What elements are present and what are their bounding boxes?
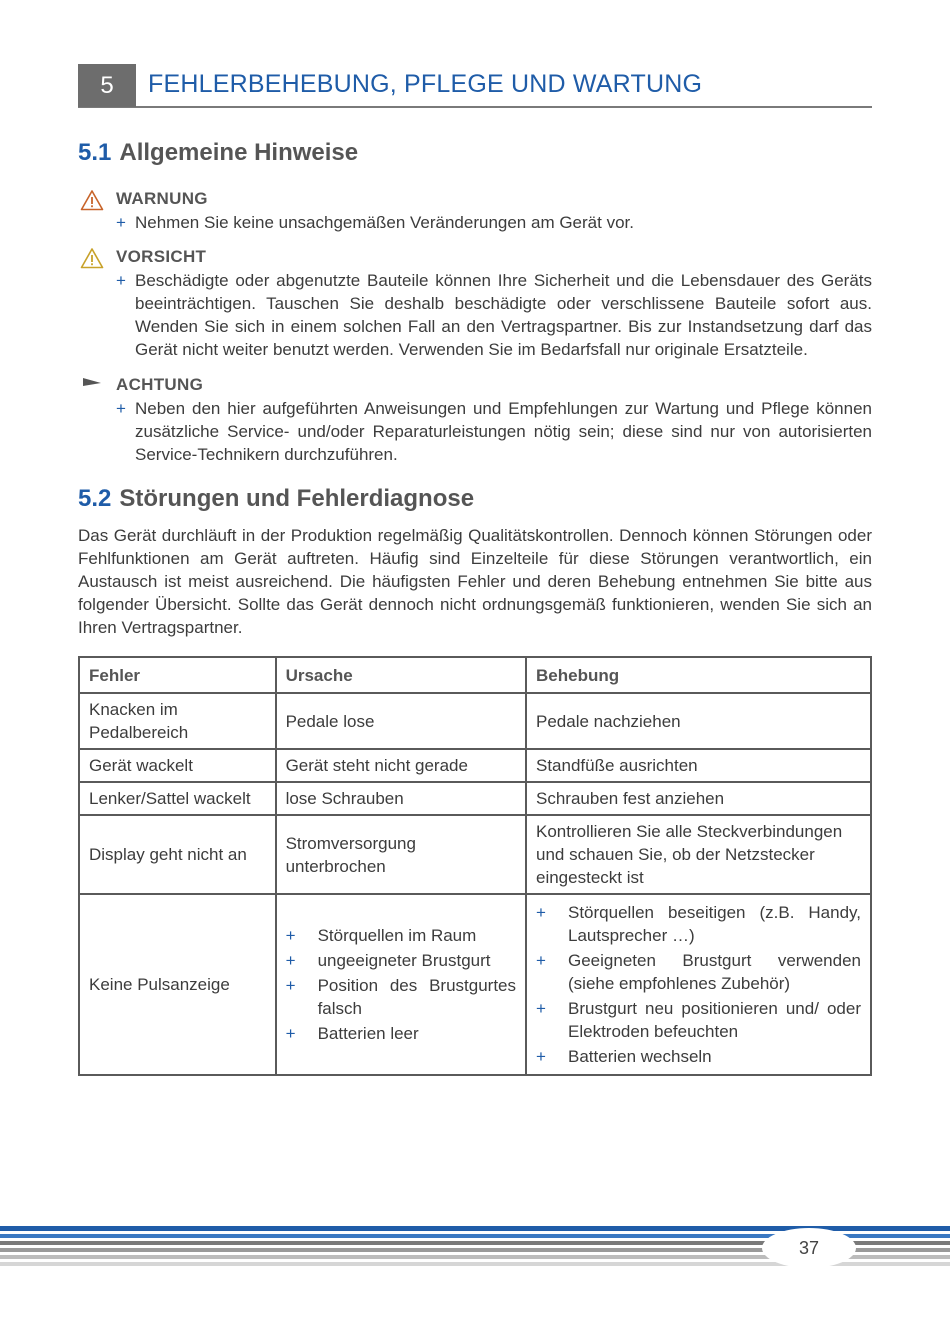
plus-bullet-icon: + — [536, 951, 546, 970]
plus-bullet-icon: + — [536, 903, 546, 922]
cell-behebung: Kontrollieren Sie alle Steckverbindungen und schauen Sie, ob der Netzstecker eingesteckt ist — [526, 815, 871, 894]
table-row — [79, 693, 871, 749]
list-item — [116, 397, 872, 466]
plus-bullet-icon: + — [116, 213, 126, 232]
cell-fehler: Gerät wackelt — [79, 749, 276, 782]
plus-bullet-icon: + — [285, 976, 296, 995]
table-row — [79, 749, 871, 782]
chapter-title: FEHLERBEHEBUNG, PFLEGE UND WARTUNG — [148, 70, 703, 98]
cell-behebung-list — [526, 894, 871, 1075]
chapter-number: 5 — [78, 64, 136, 107]
cell-fehler: Lenker/Sattel wackelt — [79, 782, 276, 815]
list-item — [536, 997, 861, 1043]
plus-bullet-icon: + — [536, 999, 546, 1018]
table-header-row — [79, 657, 871, 693]
cell-ursache-list — [276, 894, 526, 1075]
notice-vorsicht — [78, 247, 872, 363]
notice-label: ACHTUNG — [116, 375, 204, 394]
cell-fehler: Keine Pulsanzeige — [79, 894, 276, 1075]
page-number: 37 — [762, 1228, 856, 1268]
cell-fehler: Display geht nicht an — [79, 815, 276, 894]
intro-paragraph: Das Gerät durchläuft in der Produktion regelmäßig Qualitätskontrollen. Dennoch können Störungen oder Fehlfunktionen am Gerät auftreten. Häufig sind Einzelteile für diese Störungen verantwortlich, ein Austausch ist meist ausreichend. Die häufigsten Fehler und deren Behebung entnehmen Sie bitte aus folgender Übersicht. Sollte das Gerät dennoch nicht ordnungsgemäß funktionieren, wenden Sie sich an Ihren Vertragspartner. — [78, 526, 872, 637]
cell-ursache: Pedale lose — [276, 693, 526, 749]
chapter-header — [78, 64, 872, 108]
column-header-fehler: Fehler — [79, 657, 276, 693]
cell-behebung: Standfüße ausrichten — [526, 749, 871, 782]
notice-achtung — [78, 375, 872, 467]
section-title: Allgemeine Hinweise — [119, 139, 359, 166]
notice-label: WARNUNG — [116, 189, 208, 208]
warning-triangle-icon — [80, 189, 104, 211]
cell-behebung: Pedale nachziehen — [526, 693, 871, 749]
list-item-text: ungeeigneter Brustgurt — [317, 951, 491, 970]
notice-body — [116, 269, 872, 361]
warning-triangle-icon — [80, 247, 104, 269]
section-heading-5-1 — [78, 139, 358, 167]
list-item-text: Batterien leer — [317, 1024, 419, 1043]
cell-behebung: Schrauben fest anziehen — [526, 782, 871, 815]
notice-warnung — [78, 189, 872, 235]
plus-bullet-icon: + — [116, 271, 126, 290]
plus-bullet-icon: + — [536, 1047, 546, 1066]
list-item — [536, 1045, 861, 1068]
list-item-text: Neben den hier aufgeführten Anweisungen und Empfehlungen zur Wartung und Pflege können zusätzliche Service- und/oder Reparaturleistungen nötig sein; diese sind nur von autorisierten Service-Technikern durchzuführen. — [135, 399, 872, 464]
list-item — [286, 1022, 516, 1045]
plus-bullet-icon: + — [285, 951, 296, 970]
list-item-text: Brustgurt neu positionieren und/ oder Elektroden befeuchten — [568, 999, 861, 1041]
cell-ursache: Stromversorgung unterbrochen — [276, 815, 526, 894]
table-row — [79, 815, 871, 894]
column-header-ursache: Ursache — [276, 657, 526, 693]
list-item — [286, 974, 516, 1020]
notice-body — [116, 397, 872, 466]
notice-body — [116, 211, 872, 234]
plus-bullet-icon: + — [285, 926, 296, 945]
column-header-behebung: Behebung — [526, 657, 871, 693]
list-item-text: Geeigneten Brustgurt verwenden (siehe empfohlenes Zubehör) — [568, 951, 861, 993]
section-title: Störungen und Fehlerdiagnose — [119, 485, 475, 512]
cell-ursache: Gerät steht nicht gerade — [276, 749, 526, 782]
section-number: 5.2 — [78, 485, 112, 512]
table-row — [79, 782, 871, 815]
list-item — [536, 949, 861, 995]
list-item — [286, 924, 516, 947]
list-item-text: Position des Brustgurtes falsch — [317, 976, 516, 1018]
list-item — [286, 949, 516, 972]
list-item-text: Nehmen Sie keine unsachgemäßen Veränderungen am Gerät vor. — [135, 213, 634, 232]
cell-ursache: lose Schrauben — [276, 782, 526, 815]
plus-bullet-icon: + — [285, 1024, 296, 1043]
section-heading-5-2 — [78, 485, 474, 513]
table-row — [79, 894, 871, 1075]
list-item — [536, 901, 861, 947]
cell-fehler: Knacken im Pedalbereich — [79, 693, 276, 749]
troubleshooting-table — [78, 656, 872, 1076]
list-item — [116, 269, 872, 361]
list-item-text: Störquellen beseitigen (z.B. Handy, Lautsprecher …) — [568, 903, 861, 945]
list-item-text: Beschädigte oder abgenutzte Bauteile können Ihre Sicherheit und die Lebensdauer des Geräts beeinträchtigen. Tauschen Sie deshalb beschädigte oder verschlissene Bauteile sofort aus. Wenden Sie sich in einem solchen Fall an den Vertragspartner. Bis zur Instandsetzung darf das Gerät nicht weiter benutzt werden. Verwenden Sie im Bedarfsfall nur originale Ersatzteile. — [135, 271, 872, 359]
notice-label: VORSICHT — [116, 247, 207, 266]
section-number: 5.1 — [78, 139, 112, 166]
list-item-text: Störquellen im Raum — [317, 926, 477, 945]
list-item — [116, 211, 872, 234]
list-item-text: Batterien wechseln — [568, 1047, 712, 1066]
flag-icon — [80, 375, 104, 397]
plus-bullet-icon: + — [116, 399, 126, 418]
